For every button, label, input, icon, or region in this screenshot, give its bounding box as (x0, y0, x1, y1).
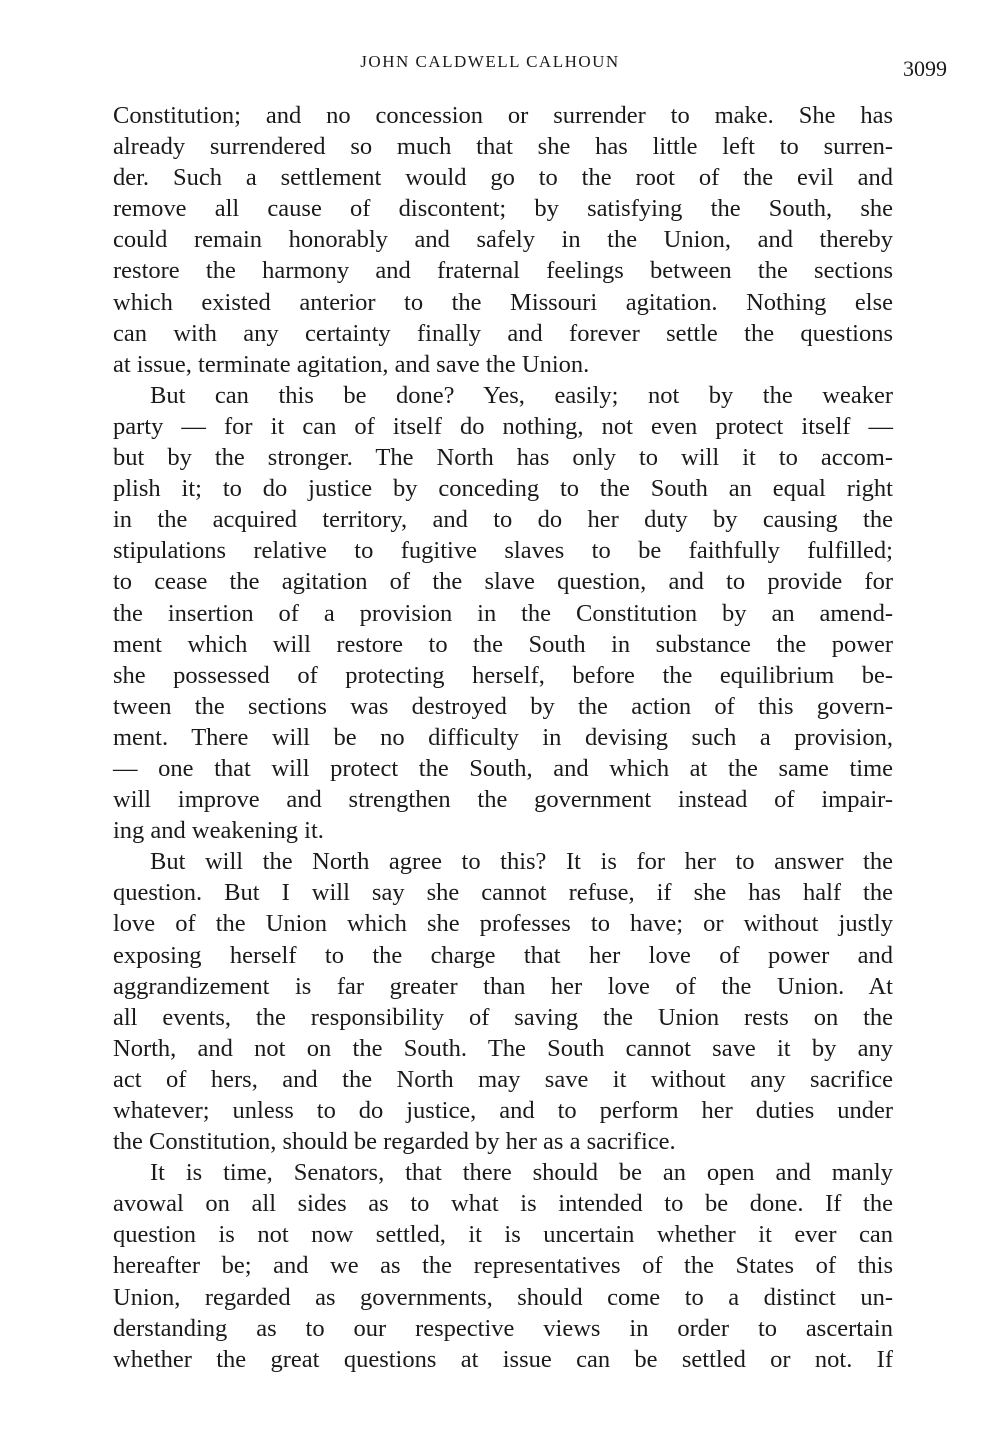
text-line: restore the harmony and fraternal feelings between the sections (113, 257, 893, 285)
text-line: love of the Union which she professes to have; or without justly (113, 910, 893, 938)
text-line: party — for it can of itself do nothing, not even protect itself — (113, 412, 893, 440)
text-line: whether the great questions at issue can be settled or not. If (113, 1345, 893, 1373)
text-line: It is time, Senators, that there should be an open and manly (150, 1159, 893, 1187)
page-number: 3099 (903, 56, 947, 81)
text-line: avowal on all sides as to what is intended to be done. If the (113, 1190, 893, 1218)
text-line: tween the sections was destroyed by the action of this govern- (113, 692, 893, 720)
text-line: could remain honorably and safely in the Union, and thereby (113, 226, 893, 254)
text-line: aggrandizement is far greater than her love of the Union. At (113, 972, 893, 1000)
text-line: question is not now settled, it is uncertain whether it ever can (113, 1221, 893, 1249)
paragraph (113, 100, 893, 380)
text-line: to cease the agitation of the slave question, and to provide for (113, 568, 893, 596)
text-line: derstanding as to our respective views in order to ascertain (113, 1314, 893, 1342)
text-line: already surrendered so much that she has little left to surren- (113, 133, 893, 161)
text-line: but by the stronger. The North has only to will it to accom- (113, 444, 893, 472)
text-line: hereafter be; and we as the representatives of the States of this (113, 1252, 893, 1280)
text-line: But can this be done? Yes, easily; not by the weaker (150, 381, 893, 409)
text-line: in the acquired territory, and to do her duty by causing the (113, 506, 893, 534)
text-line: whatever; unless to do justice, and to perform her duties under (113, 1097, 893, 1124)
text-line: ment which will restore to the South in substance the power (113, 630, 893, 658)
text-line: at issue, terminate agitation, and save the Union. (113, 350, 590, 378)
running-head: JOHN CALDWELL CALHOUN (360, 52, 620, 71)
text-line: But will the North agree to this? It is for her to answer the (150, 848, 893, 876)
text-line: act of hers, and the North may save it without any sacrifice (113, 1065, 893, 1093)
text-line: — one that will protect the South, and which at the same time (113, 754, 893, 782)
text-line: can with any certainty finally and forever settle the questions (113, 319, 893, 347)
text-line: North, and not on the South. The South cannot save it by any (113, 1034, 893, 1062)
text-line: exposing herself to the charge that her love of power and (113, 941, 893, 969)
text-line: all events, the responsibility of saving the Union rests on the (113, 1003, 893, 1031)
text-line: ment. There will be no difficulty in devising such a provision, (113, 723, 893, 751)
text-line: question. But I will say she cannot refuse, if she has half the (113, 879, 893, 907)
text-line: der. Such a settlement would go to the root of the evil and (113, 164, 893, 192)
text-line: remove all cause of discontent; by satisfying the South, she (113, 195, 893, 223)
text-line: ing and weakening it. (113, 817, 324, 845)
text-line: which existed anterior to the Missouri agitation. Nothing else (113, 288, 893, 316)
body-text (113, 100, 893, 1375)
paragraph (113, 380, 893, 846)
text-line: plish it; to do justice by conceding to the South an equal right (113, 475, 893, 503)
text-line: the Constitution, should be regarded by her as a sacrifice. (113, 1128, 676, 1156)
text-line: will improve and strengthen the government instead of impair- (113, 786, 893, 814)
text-line: she possessed of protecting herself, before the equilibrium be- (113, 661, 893, 689)
text-line: Constitution; and no concession or surrender to make. She has (113, 102, 893, 129)
text-line: the insertion of a provision in the Constitution by an amend- (113, 599, 893, 627)
paragraph (113, 1157, 893, 1375)
paragraph (113, 846, 893, 1157)
text-line: stipulations relative to fugitive slaves to be faithfully fulfilled; (113, 537, 893, 565)
text-line: Union, regarded as governments, should come to a distinct un- (113, 1283, 893, 1311)
